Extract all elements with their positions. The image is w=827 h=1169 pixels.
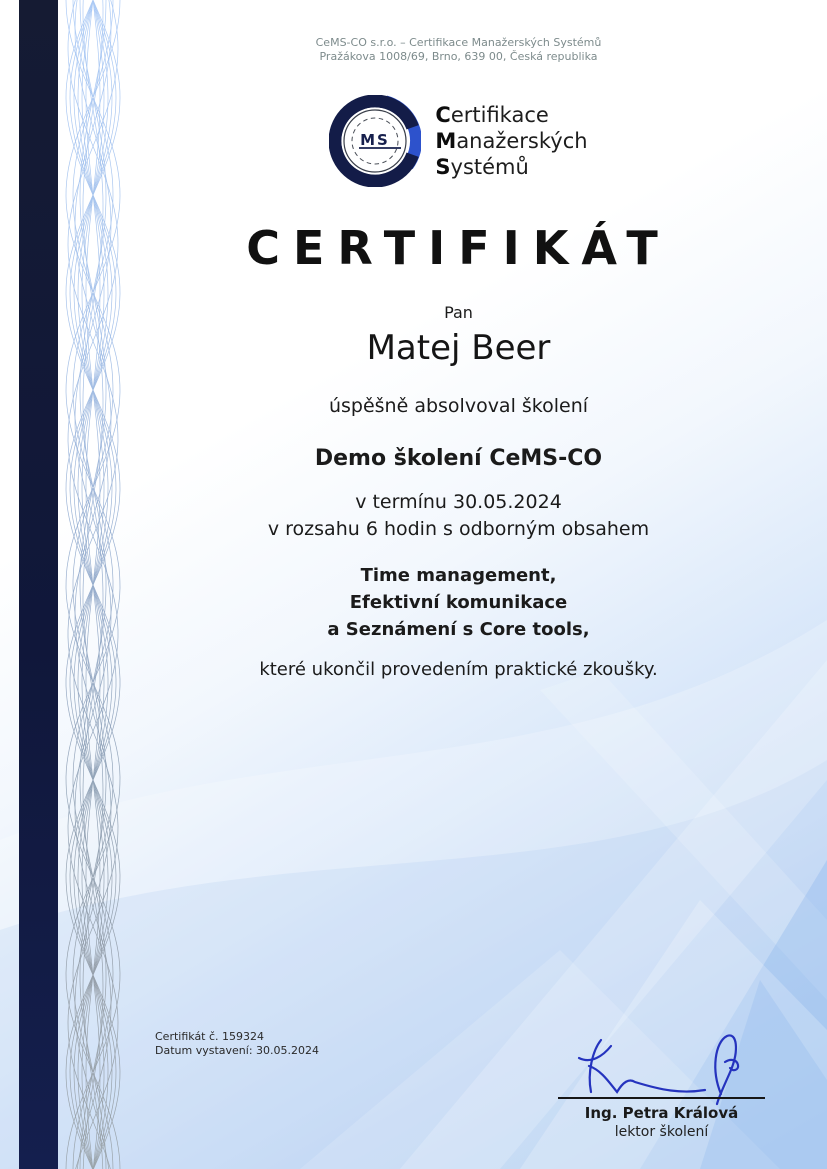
certificate-content — [90, 0, 827, 1169]
logo-wordmark — [435, 102, 587, 180]
signer-name: Ing. Petra Králová — [584, 1104, 739, 1122]
certificate-number: Certifikát č. 159324 — [155, 1030, 265, 1043]
topic-line: Efektivní komunikace — [349, 592, 568, 613]
logo-block — [90, 95, 827, 187]
course-scope-line: v rozsahu 6 hodin s odborným obsahem — [267, 518, 650, 540]
certificate-title: CERTIFIKÁT — [246, 221, 671, 275]
left-border-bar — [19, 0, 58, 1169]
completed-line: úspěšně absolvoval školení — [328, 395, 589, 417]
recipient-name: Matej Beer — [366, 328, 551, 368]
issuer-header — [90, 36, 827, 64]
issuer-address-line: Pražákova 1008/69, Brno, 639 00, Česká republika — [319, 50, 598, 64]
signer-role: lektor školení — [614, 1124, 709, 1140]
logo-word-line: Manažerských — [435, 129, 588, 153]
signature-line — [558, 1097, 765, 1099]
salutation: Pan — [444, 303, 473, 322]
course-name: Demo školení CeMS-CO — [314, 446, 603, 471]
logo-word-line: Certifikace — [435, 103, 549, 127]
closing-line: které ukončil provedením praktické zkoušky. — [259, 659, 658, 680]
issuer-name-line: CeMS-CO s.r.o. – Certifikace Manažerských Systémů — [315, 36, 602, 49]
topic-line: Time management, — [360, 565, 557, 586]
topic-line: a Seznámení s Core tools, — [327, 619, 590, 640]
logo-monogram: MS — [360, 131, 391, 149]
cems-logo-icon — [329, 95, 421, 187]
logo-word-line: Systémů — [435, 155, 529, 179]
certificate-meta — [155, 1030, 319, 1059]
course-date-line: v termínu 30.05.2024 — [355, 491, 562, 513]
issue-date: Datum vystavení: 30.05.2024 — [155, 1044, 320, 1058]
